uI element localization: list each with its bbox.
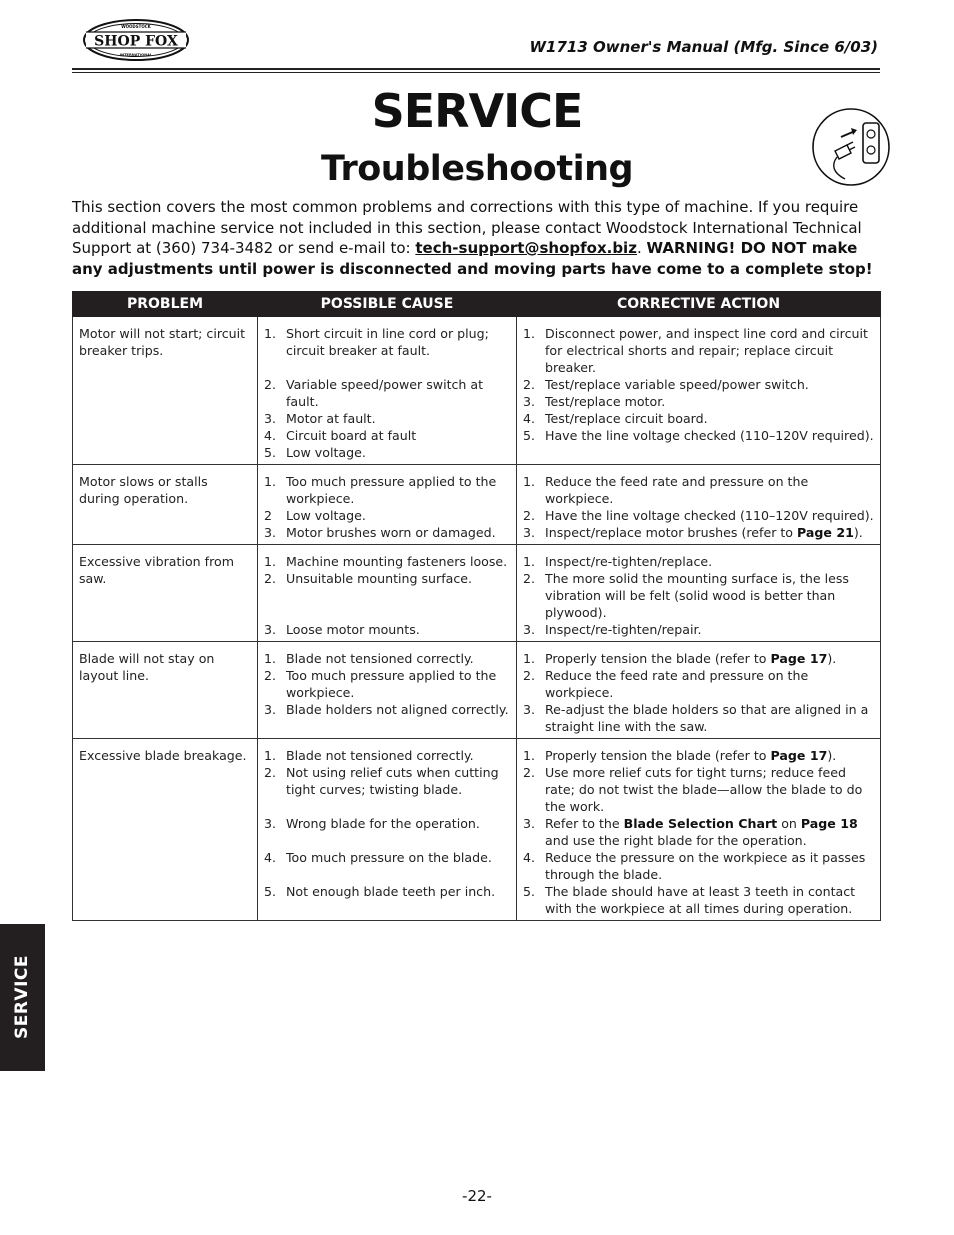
side-tab-label: SERVICE	[12, 954, 32, 1040]
action-list-item: 2. Test/replace variable speed/power switch.	[523, 377, 809, 392]
cause-list-item: 3. Motor brushes worn or damaged.	[264, 525, 496, 540]
action-list-item: 1. Disconnect power, and inspect line cord and circuit for electrical shorts and repair; replace circuit breaker.	[523, 326, 868, 375]
cause-list-item: 5. Low voltage.	[264, 445, 366, 460]
action-cell	[517, 317, 881, 465]
action-list-item: 5. Have the line voltage checked (110–120V required).	[523, 428, 874, 443]
action-list-item: 3. Re-adjust the blade holders so that are aligned in a straight line with the saw.	[523, 702, 869, 734]
cause-list-item: 1. Short circuit in line cord or plug; circuit breaker at fault.	[264, 326, 489, 358]
table-row	[73, 317, 881, 465]
page-number: -22-	[462, 1187, 492, 1205]
troubleshooting-table	[72, 291, 881, 921]
manual-title: W1713 Owner's Manual (Mfg. Since 6/03)	[529, 38, 878, 56]
section-side-tab	[0, 924, 45, 1071]
action-list-item: 3. Inspect/replace motor brushes (refer to Page 21).	[523, 525, 863, 540]
header-rule	[72, 68, 880, 70]
cause-list-item: 3. Loose motor mounts.	[264, 622, 420, 637]
logo-arc-top: WOODSTOCK	[121, 24, 151, 29]
problem-cell: Motor slows or stalls during operation.	[73, 465, 258, 545]
cause-list-item: 5. Not enough blade teeth per inch.	[264, 884, 496, 899]
cause-list-item: 3. Motor at fault.	[264, 411, 376, 426]
header-rule-thin	[72, 72, 880, 73]
cause-cell	[258, 642, 517, 739]
column-header-action: CORRECTIVE ACTION	[517, 292, 881, 317]
cause-list-item: 2. Variable speed/power switch at fault.	[264, 377, 484, 409]
cause-cell	[258, 739, 517, 921]
table-row	[73, 545, 881, 642]
action-list-item: 4. Reduce the pressure on the workpiece as it passes through the blade.	[523, 850, 866, 882]
action-cell	[517, 465, 881, 545]
cause-list-item: 3. Blade holders not aligned correctly.	[264, 702, 509, 717]
cause-list-item: 2. Not using relief cuts when cutting tight curves; twisting blade.	[264, 765, 499, 797]
action-list-item: 1. Reduce the feed rate and pressure on the workpiece.	[523, 474, 809, 506]
intro-paragraph: This section covers the most common problems and corrections with this type of machine. If you require additional machine service not included in this section, please contact Woodstock International Technical Support at (360) 734-3482 or send e-mail to: tech-support@shopfox.biz. WARNING! DO NOT make any adjustments until power is disconnected and moving parts have come to a complete stop!	[72, 198, 873, 278]
problem-cell: Excessive blade breakage.	[73, 739, 258, 921]
cause-list-item: 1. Blade not tensioned correctly.	[264, 651, 474, 666]
cause-list-item: 3. Wrong blade for the operation.	[264, 816, 480, 831]
problem-cell: Blade will not stay on layout line.	[73, 642, 258, 739]
logo-text: SHOP FOX	[94, 33, 178, 50]
cause-list-item: 1. Too much pressure applied to the workpiece.	[264, 474, 497, 506]
cause-list-item: 1. Blade not tensioned correctly.	[264, 748, 474, 763]
cause-list-item: 2 Low voltage.	[264, 508, 366, 523]
action-list-item: 1. Properly tension the blade (refer to Page 17).	[523, 651, 837, 666]
action-list-item: 1. Inspect/re-tighten/replace.	[523, 554, 713, 569]
action-cell	[517, 739, 881, 921]
cause-list-item: 2. Too much pressure applied to the workpiece.	[264, 668, 497, 700]
action-list-item: 3. Test/replace motor.	[523, 394, 666, 409]
logo-arc-bottom: INTERNATIONAL	[119, 53, 153, 57]
cause-cell	[258, 545, 517, 642]
action-list-item: 2. The more solid the mounting surface is, the less vibration will be felt (solid wood is better than plywood).	[523, 571, 849, 620]
column-header-cause: POSSIBLE CAUSE	[258, 292, 517, 317]
shop-fox-logo	[82, 18, 190, 62]
page-subtitle: Troubleshooting	[320, 149, 634, 189]
table-header-row	[73, 292, 881, 317]
table-row	[73, 465, 881, 545]
action-cell	[517, 642, 881, 739]
cause-list-item: 4. Too much pressure on the blade.	[264, 850, 492, 865]
page-title: SERVICE	[371, 84, 583, 138]
cause-list-item: 1. Machine mounting fasteners loose.	[264, 554, 508, 569]
action-list-item: 5. The blade should have at least 3 teeth in contact with the workpiece at all times during operation.	[523, 884, 856, 916]
cause-cell	[258, 465, 517, 545]
column-header-problem: PROBLEM	[73, 292, 258, 317]
cause-list-item: 4. Circuit board at fault	[264, 428, 417, 443]
table-row	[73, 642, 881, 739]
warning-text: WARNING! DO NOT make any adjustments until power is disconnected and moving parts have come to a complete stop!	[72, 239, 873, 278]
unplug-power-cord-icon	[811, 107, 891, 187]
action-list-item: 1. Properly tension the blade (refer to Page 17).	[523, 748, 837, 763]
action-cell	[517, 545, 881, 642]
table-row	[73, 739, 881, 921]
action-list-item: 4. Test/replace circuit board.	[523, 411, 708, 426]
action-list-item: 2. Have the line voltage checked (110–120V required).	[523, 508, 874, 523]
cause-cell	[258, 317, 517, 465]
cause-list-item: 2. Unsuitable mounting surface.	[264, 571, 473, 586]
action-list-item: 2. Reduce the feed rate and pressure on the workpiece.	[523, 668, 809, 700]
problem-cell: Motor will not start; circuit breaker trips.	[73, 317, 258, 465]
action-list-item: 2. Use more relief cuts for tight turns; reduce feed rate; do not twist the blade—allow the blade to do the work.	[523, 765, 863, 814]
action-list-item: 3. Refer to the Blade Selection Chart on Page 18 and use the right blade for the operation.	[523, 816, 858, 848]
problem-cell: Excessive vibration from saw.	[73, 545, 258, 642]
support-email-link[interactable]: tech-support@shopfox.biz	[415, 239, 637, 257]
action-list-item: 3. Inspect/re-tighten/repair.	[523, 622, 702, 637]
